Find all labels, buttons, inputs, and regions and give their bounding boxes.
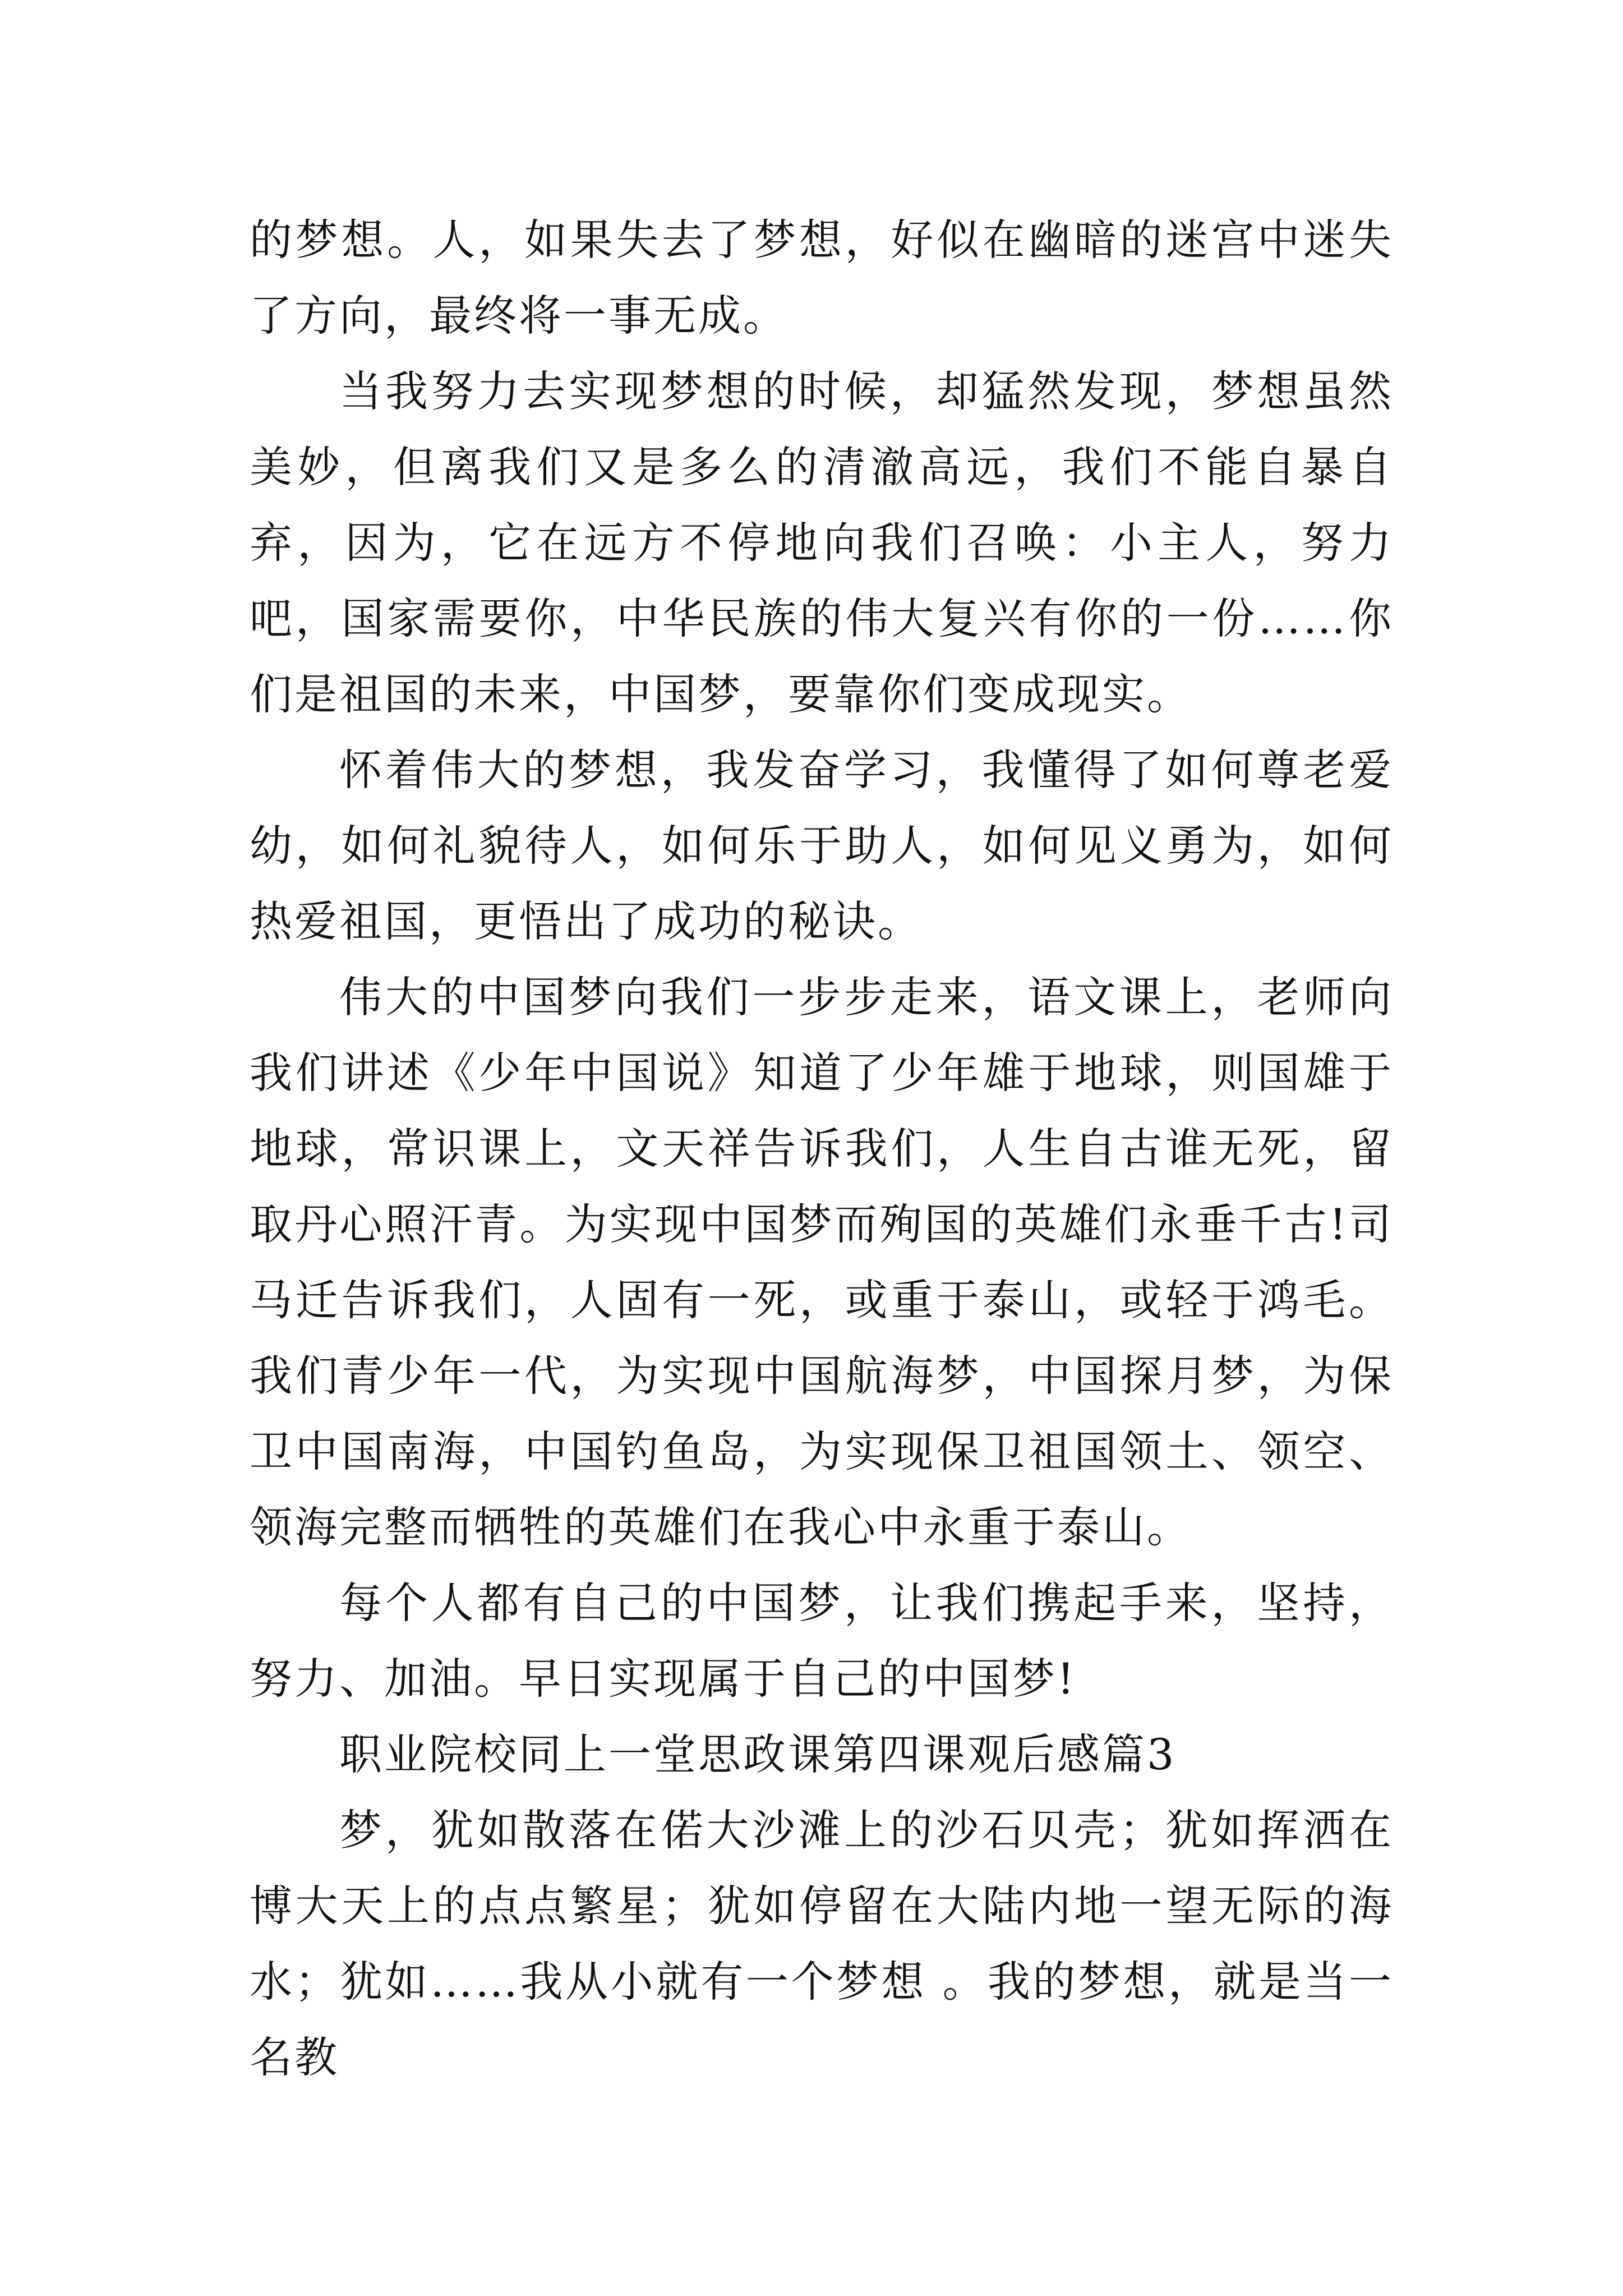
document-body (250, 202, 1394, 2095)
paragraph-dream-far: 当我努力去实现梦想的时候，却猛然发现，梦想虽然美妙，但离我们又是多么的清澈高远，我们不能自暴自弃，因为，它在远方不停地向我们召唤：小主人，努力吧，国家需要你，中华民族的伟大复兴有你的一份……你们是祖国的未来，中国梦，要靠你们变成现实。 (250, 366, 1394, 719)
paragraph-dream-metaphor: 梦，犹如散落在偌大沙滩上的沙石贝壳；犹如挥洒在博大天上的点点繁星；犹如停留在大陆内地一望无际的海水；犹如……我从小就有一个梦想 。我的梦想，就是当一名教 (250, 1805, 1394, 2082)
paragraph-study: 怀着伟大的梦想，我发奋学习，我懂得了如何尊老爱幼，如何礼貌待人，如何乐于助人，如何见义勇为，如何热爱祖国，更悟出了成功的秘诀。 (250, 745, 1394, 946)
paragraph-continuation: 的梦想。人，如果失去了梦想，好似在幽暗的迷宫中迷失了方向，最终将一事无成。 (250, 215, 1394, 341)
paragraph-together: 每个人都有自己的中国梦，让我们携起手来，坚持，努力、加油。早日实现属于自己的中国梦! (250, 1578, 1394, 1704)
paragraph-china-dream: 伟大的中国梦向我们一步步走来，语文课上，老师向我们讲述《少年中国说》知道了少年雄于地球，则国雄于地球，常识课上，文天祥告诉我们，人生自古谁无死，留取丹心照汗青。为实现中国梦而殉国的英雄们永垂千古!司马迁告诉我们，人固有一死，或重于泰山，或轻于鸿毛。我们青少年一代，为实现中国航海梦，中国探月梦，为保卫中国南海，中国钓鱼岛，为实现保卫祖国领土、领空、领海完整而牺牲的英雄们在我心中永重于泰山。 (250, 972, 1394, 1552)
section-heading: 职业院校同上一堂思政课第四课观后感篇3 (339, 1729, 1177, 1779)
